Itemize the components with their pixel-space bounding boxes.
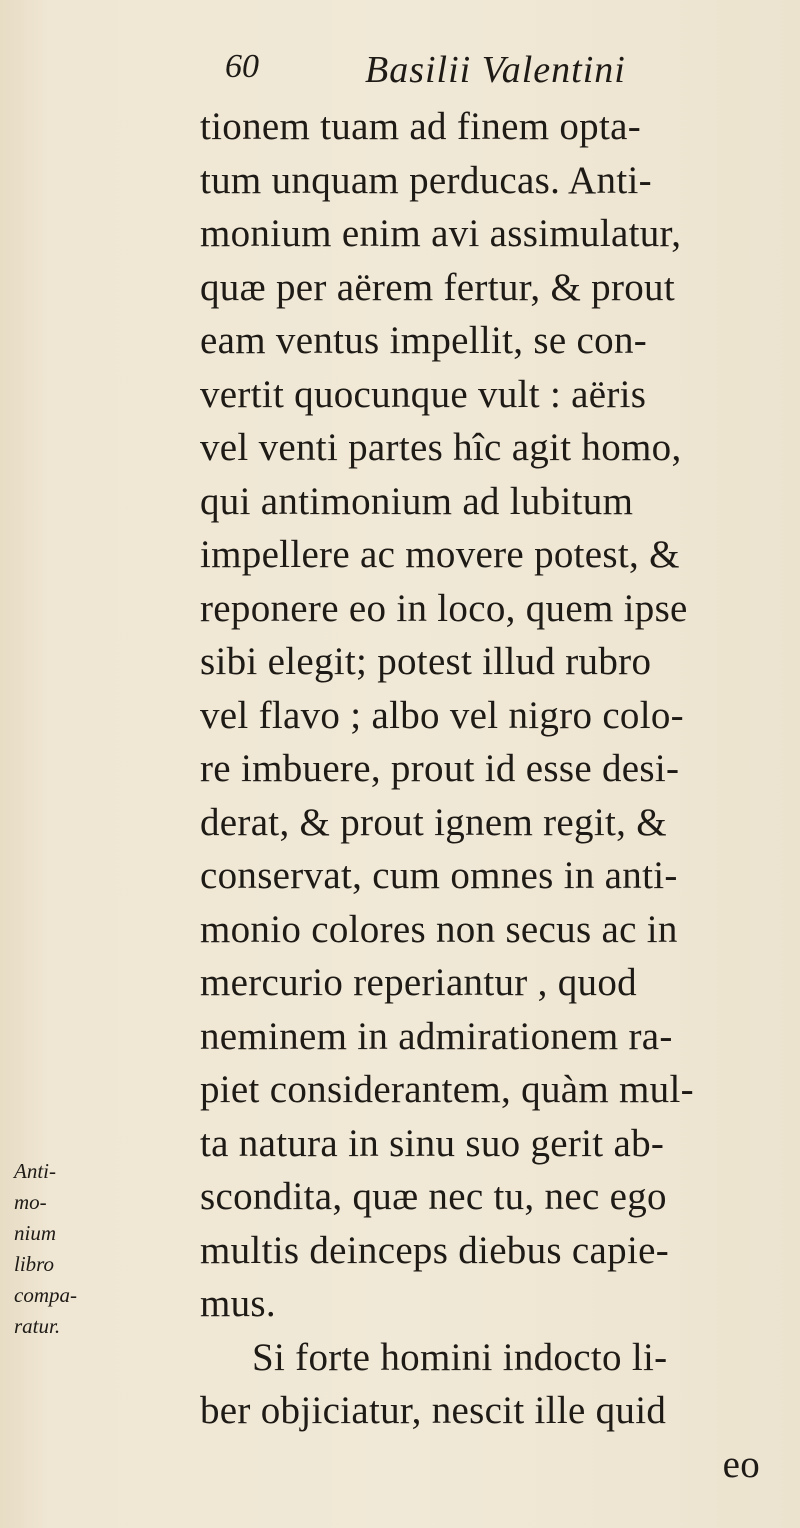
text-line: conservat, cum omnes in anti- [200, 854, 678, 897]
text-line: monio colores non secus ac in [200, 907, 678, 951]
page-header [225, 48, 745, 102]
text-line: vertit quocunque vult : aëris [200, 372, 647, 416]
text-line: sibi elegit; potest illud rubro [200, 640, 652, 683]
text-line: quæ per aërem fertur, & prout [200, 265, 675, 309]
marginal-note-line: libro [14, 1252, 55, 1276]
body-text [200, 100, 790, 1491]
paragraph-first-line: Si forte homini indocto li- [252, 1335, 668, 1379]
marginal-note-line: compa- [14, 1283, 77, 1307]
page-number: 60 [225, 48, 259, 85]
text-line: tum unquam perducas. Anti- [200, 158, 652, 202]
text-line: reponere eo in loco, quem ipse [200, 586, 688, 630]
text-line: derat, & prout ignem regit, & [200, 800, 667, 844]
text-line: re imbuere, prout id esse desi- [200, 747, 680, 790]
text-line: scondita, quæ nec tu, nec ego [200, 1175, 667, 1218]
text-line: vel venti partes hîc agit homo, [200, 426, 682, 469]
text-line: neminem in admirationem ra- [200, 1014, 673, 1058]
text-line: eam ventus impellit, se con- [200, 319, 648, 362]
marginal-note-line: ratur. [14, 1314, 61, 1338]
marginal-note-line: Anti- [14, 1159, 56, 1183]
text-line: multis deinceps diebus capie- [200, 1228, 669, 1272]
marginal-note-line: nium [14, 1221, 56, 1245]
text-line: piet considerantem, quàm mul- [200, 1068, 694, 1111]
marginal-note [14, 1156, 124, 1342]
text-line: mus. [200, 1282, 276, 1325]
text-line: vel flavo ; albo vel nigro colo- [200, 693, 684, 737]
text-line: ber objiciatur, nescit ille quid [200, 1389, 667, 1432]
text-line: qui antimonium ad lubitum [200, 479, 634, 523]
text-line: monium enim avi assimulatur, [200, 212, 682, 255]
marginal-note-line: mo- [14, 1190, 47, 1214]
text-line: mercurio reperiantur , quod [200, 961, 637, 1004]
catchword: eo [722, 1442, 760, 1486]
running-head: Basilii Valentini [365, 49, 626, 91]
text-line: tionem tuam ad finem opta- [200, 105, 642, 148]
text-line: impellere ac movere potest, & [200, 533, 680, 576]
text-line: ta natura in sinu suo gerit ab- [200, 1121, 665, 1165]
